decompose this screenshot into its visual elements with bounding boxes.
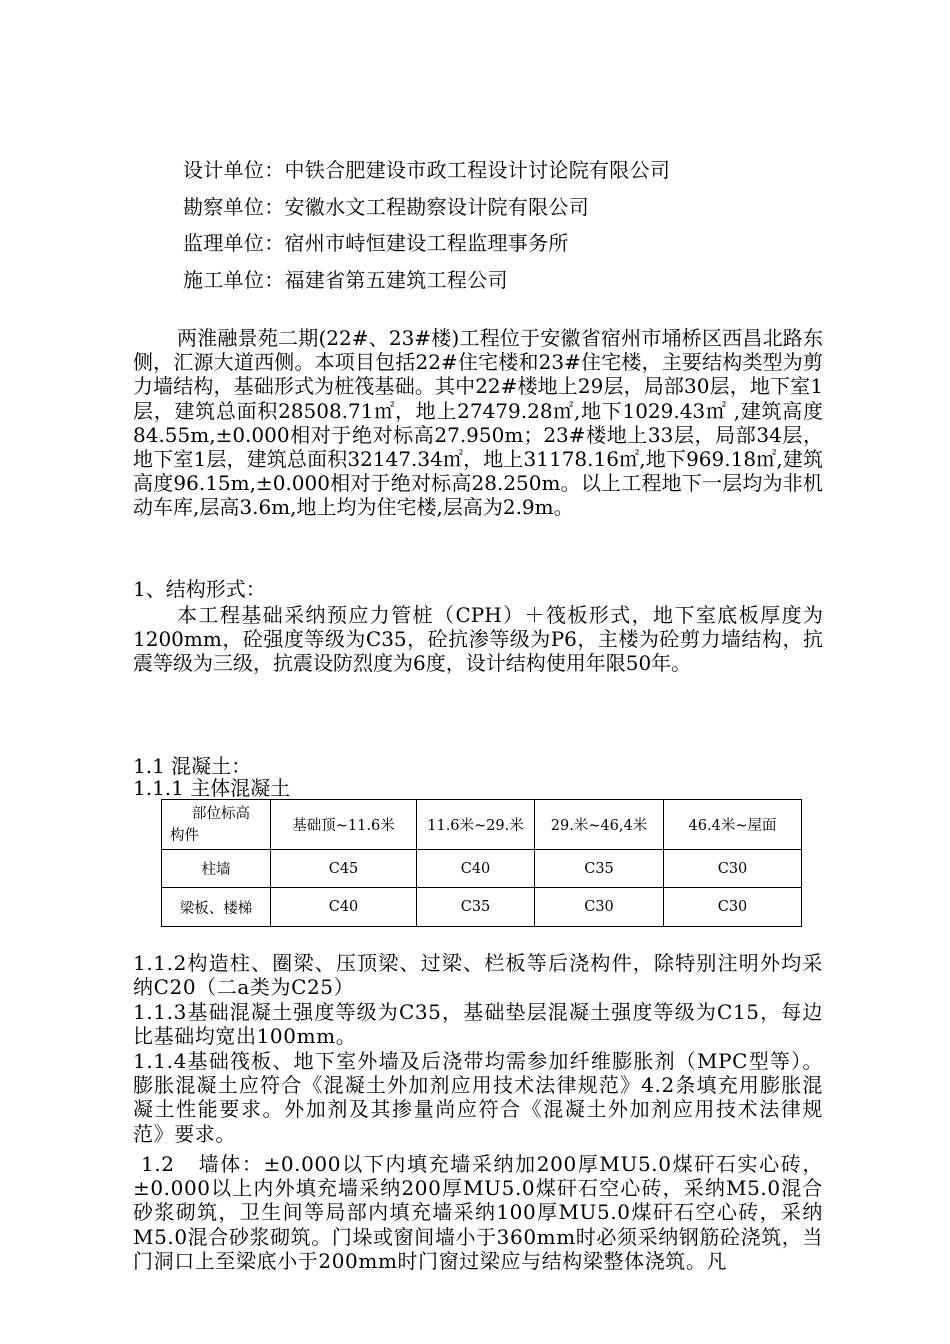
section1-body: 本工程基础采纳预应力管桩（CPH）＋筏板形式，地下室底板厚度为1200mm，砼强度等级为C35，砼抗渗等级为P6，主楼为砼剪力墙结构，抗震等级为三级，抗震设防烈度为6度，设计结构使用年限50年。 <box>133 603 823 676</box>
item-1-1-2: 1.1.2构造柱、圈梁、压顶梁、过梁、栏板等后浇构件，除特别注明外均采纳C20（二a类为C25） <box>133 951 823 1000</box>
item-1-1-3: 1.1.3基础混凝土强度等级为C35，基础垫层混凝土强度等级为C15，每边比基础均宽出100mm。 <box>133 1000 823 1049</box>
section11-title: 1.1 混凝土： <box>133 754 252 778</box>
item-1-1-4: 1.1.4基础筏板、地下室外墙及后浇带均需参加纤维膨胀剂（MPC型等）。膨胀混凝土应符合《混凝土外加剂应用技术法律规范》4.2条填充用膨胀混凝土性能要求。外加剂及其掺量尚应符合《混凝土外加剂应用技术法律规范》要求。 <box>133 1049 823 1146</box>
section111-title: 1.1.1 主体混凝土 <box>133 776 291 800</box>
table-row <box>162 850 802 888</box>
table-corner-cell <box>162 800 271 850</box>
row-label: 梁板、楼梯 <box>162 888 271 927</box>
table-header: 11.6米~29.米 <box>417 800 535 850</box>
project-units <box>183 152 670 298</box>
item-1-2-walls: 1.2 墙体：±0.000以下内填充墙采纳加200厚MU5.0煤矸石实心砖，±0.000以上内外填充墙采纳200厚MU5.0煤矸石空心砖，采纳M5.0混合砂浆砌筑，卫生间等局部内填充墙采纳100厚MU5.0煤矸石空心砖，采纳M5.0混合砂浆砌筑。门垛或窗间墙小于360mm时必须采纳钢筋砼浇筑，当门洞口上至梁底小于200mm时门窗过梁应与结构梁整体浇筑。凡 <box>133 1152 823 1273</box>
table-cell: C40 <box>417 850 535 888</box>
table-cell: C35 <box>417 888 535 927</box>
table-row <box>162 888 802 927</box>
table-header: 46.4米~屋面 <box>664 800 802 850</box>
table-header: 基础顶~11.6米 <box>271 800 417 850</box>
table-cell: C30 <box>664 888 802 927</box>
table-cell: C35 <box>535 850 664 888</box>
construction-unit: 施工单位：福建省第五建筑工程公司 <box>183 267 508 292</box>
corner-bottom-label: 构件 <box>170 827 199 844</box>
table-header: 29.米~46,4米 <box>535 800 664 850</box>
row-label: 柱墙 <box>162 850 271 888</box>
table-header-row <box>162 800 802 850</box>
project-intro: 两淮融景苑二期(22#、23#楼)工程位于安徽省宿州市埇桥区西昌北路东侧，汇源大道西侧。本项目包括22#住宅楼和23#住宅楼，主要结构类型为剪力墙结构，基础形式为桩筏基础。其中22#楼地上29层，局部30层，地下室1层，建筑总面积28508.71㎡，地上27479.28㎡,地下1029.43㎡ ,建筑高度84.55m,±0.000相对于绝对标高27.950m；23#楼地上33层，局部34层，地下室1层，建筑总面积32147.34㎡，地上31178.16㎡,地下969.18㎡,建筑高度96.15m,±0.000相对于绝对标高28.250m。以上工程地下一层均为非机动车库,层高3.6m,地上均为住宅楼,层高为2.9m。 <box>133 326 823 520</box>
concrete-grade-table <box>161 799 802 927</box>
table-cell: C45 <box>271 850 417 888</box>
table-cell: C30 <box>664 850 802 888</box>
survey-unit: 勘察单位：安徽水文工程勘察设计院有限公司 <box>183 194 589 219</box>
corner-top-label: 部位标高 <box>192 805 250 822</box>
table-cell: C40 <box>271 888 417 927</box>
design-unit: 设计单位：中铁合肥建设市政工程设计讨论院有限公司 <box>183 158 671 182</box>
supervision-unit: 监理单位：宿州市峙恒建设工程监理事务所 <box>183 231 569 255</box>
table-cell: C30 <box>535 888 664 927</box>
section1-title: 1、结构形式： <box>133 577 266 601</box>
